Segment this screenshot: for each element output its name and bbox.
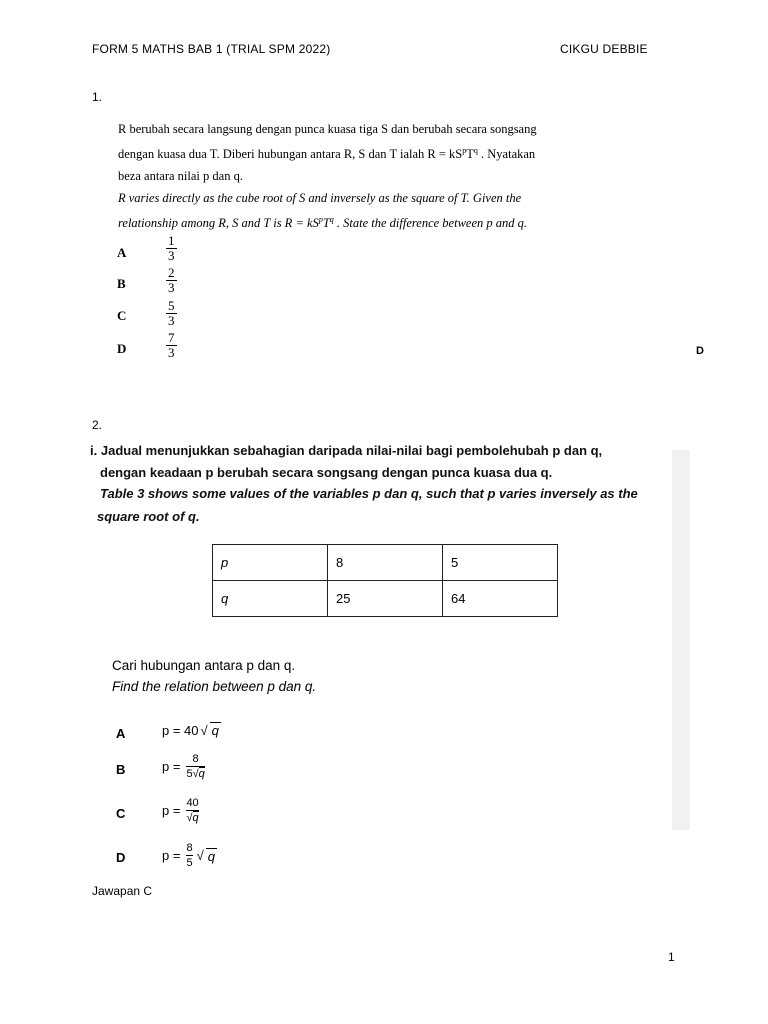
table-row xyxy=(213,581,558,617)
q1-en-line1: R varies directly as the cube root of S and inversely as the square of T. Given the xyxy=(118,191,522,206)
header-left: FORM 5 MATHS BAB 1 (TRIAL SPM 2022) xyxy=(92,42,331,56)
q2-option-d-value: p = $\frac{8}{5}$ √ q xyxy=(162,842,215,869)
q1-option-a-label: A xyxy=(117,245,127,260)
q2-option-b-value: p = $\frac{8}{5√q}$ xyxy=(162,753,205,780)
q2-answer: Jawapan C xyxy=(92,884,153,898)
q1-en-line2: relationship among R, S and T is $R = kS^pT^q$ . State the difference between p and q. xyxy=(118,215,527,231)
q1-text xyxy=(118,118,537,234)
q2-option-a-label: A xyxy=(116,726,126,741)
q2-number: 2. xyxy=(92,418,103,432)
q1-option-d-label: D xyxy=(117,341,127,356)
q2-option-d-label: D xyxy=(116,850,126,865)
q1-answer: D xyxy=(696,345,704,357)
q1-ms-line3: beza antara nilai p dan q. xyxy=(118,169,243,184)
table-cell: 5 xyxy=(443,545,558,581)
q1-option-c-label: C xyxy=(117,308,127,323)
q2-en-line1: Table 3 shows some values of the variables p dan q, such that p varies inversely as the xyxy=(100,486,638,501)
table-cell: q xyxy=(213,581,328,617)
q2-option-c-value: p = $\frac{40}{√q}$ xyxy=(162,797,199,824)
q2-ms-line1: i. Jadual menunjukkan sebahagian daripada nilai-nilai bagi pembolehubah p dan q, xyxy=(90,443,603,458)
q1-option-a-value: $\frac{1}{3}$ xyxy=(168,233,175,263)
q1-number: 1. xyxy=(92,90,103,104)
table-cell: 64 xyxy=(443,581,558,617)
q2-option-b-label: B xyxy=(116,762,126,777)
q2-ms-line2: dengan keadaan p berubah secara songsang dengan punca kuasa dua q. xyxy=(100,465,553,480)
table-row xyxy=(213,545,558,581)
table-cell: p xyxy=(213,545,328,581)
q1-ms-line1: R berubah secara langsung dengan punca kuasa tiga S dan berubah secara songsang xyxy=(118,122,537,136)
q2-option-c-label: C xyxy=(116,806,126,821)
q1-option-b-label: B xyxy=(117,276,126,291)
header-right: CIKGU DEBBIE xyxy=(560,42,648,56)
q1-ms-line2: dengan kuasa dua T. Diberi hubungan antara R, S dan T ialah $R = kS^pT^q$ . Nyatakan xyxy=(118,146,536,162)
values-table xyxy=(212,544,558,617)
q1-option-b-value: $\frac{2}{3}$ xyxy=(168,265,175,295)
q2-option-a-value: p = 40 √ q xyxy=(162,722,219,738)
q1-option-c-value: $\frac{5}{3}$ xyxy=(168,298,175,328)
q2-find-ms: Cari hubungan antara p dan q. xyxy=(112,658,296,673)
q2-find-en: Find the relation between p dan q. xyxy=(112,679,317,694)
q1-option-d-value: $\frac{7}{3}$ xyxy=(168,330,175,360)
q2-en-line2: square root of q. xyxy=(97,509,200,524)
table-cell: 8 xyxy=(328,545,443,581)
page-number: 1 xyxy=(668,950,675,964)
scan-shadow xyxy=(672,450,690,830)
table-cell: 25 xyxy=(328,581,443,617)
